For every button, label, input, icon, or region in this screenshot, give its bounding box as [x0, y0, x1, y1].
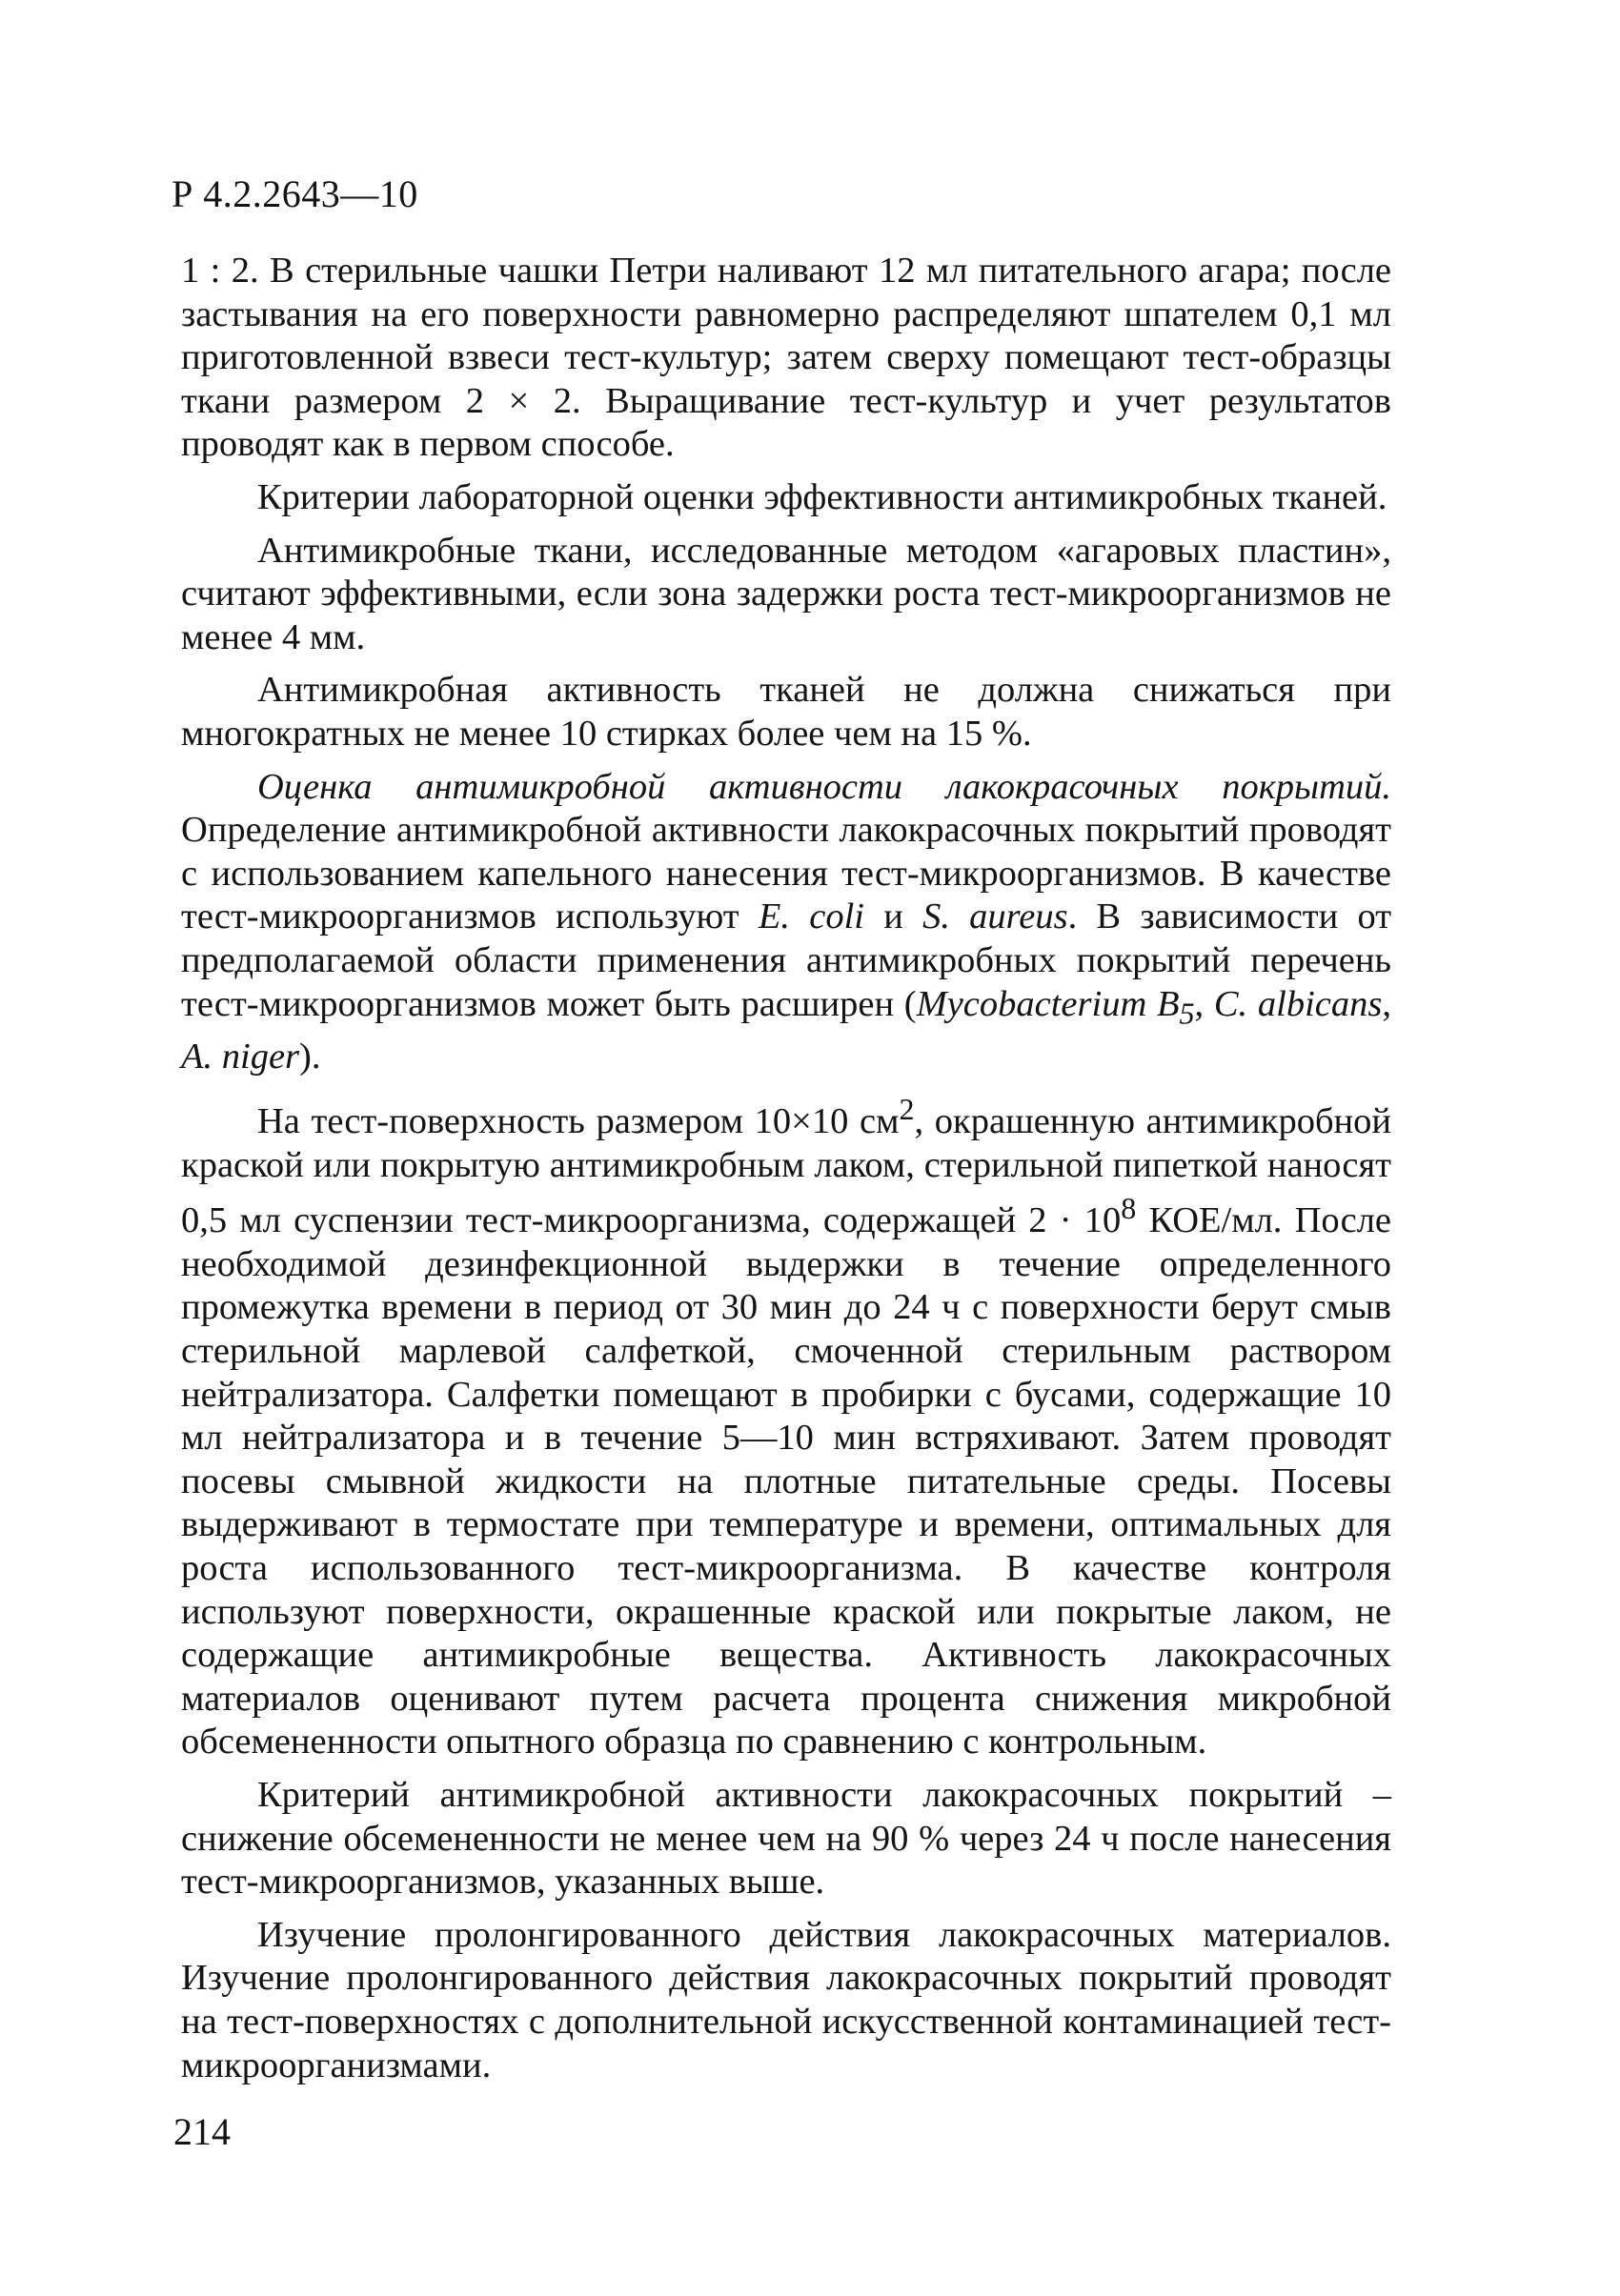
paragraph-2: Критерии лабораторной оценки эффективности антимикробных тканей.: [257, 476, 1387, 517]
paragraph-5-text-a: Определение антимикробной активности лакокрасочных покрытий проводят с использованием капельного нанесения тест-микроорганизмов. В качестве тест-микроорганизмов используют: [181, 810, 1391, 937]
paragraph-8: Изучение пролонгированного действия лакокрасочных материалов. Изучение пролонгированного действия лакокрасочных покрытий проводят на тест-поверхностях с дополнительной искусственной контаминацией тест-микроорганизмами.: [181, 1914, 1391, 2085]
organism-mycobacterium: Mycobacterium B: [916, 983, 1180, 1024]
document-code: Р 4.2.2643—10: [172, 172, 418, 215]
organism-aniger: A. niger: [181, 1036, 300, 1077]
paragraph-1: 1 : 2. В стерильные чашки Петри наливают 12 мл питательного агара; после застывания на его поверхности равномерно распределяют шпателем 0,1 мл приготовленной взвеси тест-культур; затем сверху помещают тест-образцы ткани размером 2 × 2. Выращивание тест-культур и учет результатов проводят как в первом способе.: [181, 251, 1391, 465]
section-heading-coatings: Оценка антимикробной активности лакокрасочных покрытий.: [257, 766, 1391, 807]
paragraph-5-text-b: и: [863, 896, 923, 937]
organism-mycobacterium-subscript: 5: [1179, 996, 1195, 1031]
paragraph-3: Антимикробные ткани, исследованные методом «агаровых пластин», считают эффективными, если зона задержки роста тест-микроорганизмов не менее 4 мм.: [181, 530, 1391, 657]
paragraph-4: Антимикробная активность тканей не должна снижаться при многократных не менее 10 стирках более чем на 15 %.: [181, 670, 1391, 754]
paragraph-6-text-b: , окрашенную антимикробной краской или покрытую антимикробным лаком, стерильной пипеткой наносят 0,5 мл суспензии тест-микроорганизма, содержащей 2 · 10: [181, 1101, 1391, 1241]
paragraph-5-text-c: . В зависимости от предполагаемой области применения антимикробных покрытий перечень тест-микроорганизмов может быть расширен (: [181, 896, 1392, 1024]
organism-ecoli: E. coli: [758, 896, 864, 937]
body-text: [181, 250, 1391, 2097]
paragraph-5-text-e: ,: [1382, 983, 1391, 1024]
paragraph-6-superscript-exponent: 8: [1121, 1191, 1137, 1226]
paragraph-6-text-a: На тест-поверхность размером 10×10 см: [257, 1101, 900, 1142]
paragraph-6: [181, 1088, 1391, 1764]
organism-calbicans: C. albicans: [1213, 983, 1383, 1024]
page-number: 214: [173, 2110, 231, 2153]
paragraph-5: [181, 766, 1391, 1079]
paragraph-5-text-f: ).: [299, 1036, 321, 1077]
paragraph-5-text-d: ,: [1194, 983, 1214, 1024]
organism-saureus: S. aureus: [922, 896, 1068, 937]
paragraph-7: Критерий антимикробной активности лакокрасочных покрытий – снижение обсемененности не менее чем на 90 % через 24 ч после нанесения тест-микроорганизмов, указанных выше.: [181, 1774, 1391, 1903]
paragraph-6-superscript-area: 2: [899, 1092, 915, 1127]
paragraph-6-text-c: КОЕ/мл. После необходимой дезинфекционной выдержки в течение определенного промежутка времени в период от 30 мин до 24 ч с поверхности берут смыв стерильной марлевой салфеткой, смоченной стерильным раствором нейтрализатора. Салфетки помещают в пробирки с бусами, содержащие 10 мл нейтрализатора и в течение 5—10 мин встряхивают. Затем проводят посевы смывной жидкости на плотные питательные среды. Посевы выдерживают в термостате при температуре и времени, оптимальных для роста использованного тест-микроорганизма. В качестве контроля используют поверхности, окрашенные краской или покрытые лаком, не содержащие антимикробные вещества. Активность лакокрасочных материалов оценивают путем расчета процента снижения микробной обсемененности опытного образца по сравнению с контрольным.: [181, 1200, 1391, 1762]
